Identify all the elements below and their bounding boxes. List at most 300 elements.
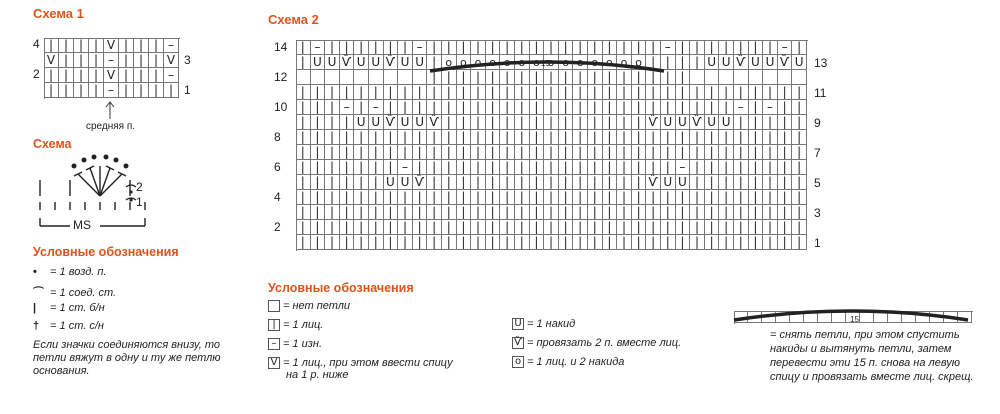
grid-cell: | (486, 205, 501, 220)
grid-cell: | (763, 40, 778, 55)
grid-cell: Ѷ (646, 115, 661, 130)
grid-cell: – (104, 83, 119, 98)
grid-cell: | (792, 205, 807, 220)
grid-cell: | (515, 70, 530, 85)
grid-cell: | (661, 145, 676, 160)
grid-cell: | (705, 85, 720, 100)
grid-cell: | (530, 85, 545, 100)
grid-cell: U (705, 55, 720, 70)
grid-cell: | (646, 190, 661, 205)
grid-cell: | (559, 190, 574, 205)
grid-cell: | (457, 205, 472, 220)
grid-cell: | (617, 100, 632, 115)
grid-cell: | (340, 175, 355, 190)
grid-cell: | (427, 70, 442, 85)
grid-cell: U (354, 115, 369, 130)
grid-cell: | (530, 100, 545, 115)
grid-cell: | (59, 83, 74, 98)
grid-cell: V (104, 68, 119, 83)
grid-cell: – (734, 100, 749, 115)
grid-cell: | (325, 160, 340, 175)
grid-cell: | (369, 85, 384, 100)
grid-cell: | (369, 40, 384, 55)
grid-cell: | (89, 83, 104, 98)
grid-cell: Ѷ (340, 55, 355, 70)
grid-cell: | (544, 40, 559, 55)
scheme-crochet-title: Схема (33, 137, 72, 151)
grid-cell: | (442, 160, 457, 175)
grid-cell: | (646, 100, 661, 115)
grid-cell: | (530, 115, 545, 130)
grid-cell: | (646, 70, 661, 85)
grid-cell: | (340, 205, 355, 220)
grid-cell: | (471, 235, 486, 250)
grid-cell: | (398, 130, 413, 145)
grid-cell: | (325, 130, 340, 145)
grid-cell: | (413, 190, 428, 205)
grid-cell: | (515, 40, 530, 55)
grid-cell: | (44, 83, 59, 98)
grid-cell: | (44, 38, 59, 53)
grid-cell: | (59, 38, 74, 53)
grid-cell: | (573, 115, 588, 130)
grid-cell: | (690, 55, 705, 70)
grid-cell: | (486, 100, 501, 115)
grid-cell: | (690, 100, 705, 115)
grid-cell: | (749, 145, 764, 160)
grid-cell: | (369, 190, 384, 205)
grid-cell: | (530, 40, 545, 55)
grid-cell: Ѷ (734, 55, 749, 70)
scheme2-row-label: 13 (814, 56, 828, 70)
grid-cell: | (530, 175, 545, 190)
grid-cell: | (603, 130, 618, 145)
grid-cell: | (325, 40, 340, 55)
grid-cell: | (384, 130, 399, 145)
grid-cell: | (427, 235, 442, 250)
grid-cell: | (311, 175, 326, 190)
grid-cell: | (427, 40, 442, 55)
grid-cell: | (515, 115, 530, 130)
grid-cell: U (369, 55, 384, 70)
grid-cell: – (778, 40, 793, 55)
grid-cell: | (559, 160, 574, 175)
grid-cell: | (119, 68, 134, 83)
grid-cell: | (661, 235, 676, 250)
grid-cell: | (544, 145, 559, 160)
grid-cell: | (573, 220, 588, 235)
scheme2-row-label: 3 (814, 206, 821, 220)
grid-cell: | (544, 130, 559, 145)
grid-cell: U (384, 175, 399, 190)
grid-cell: | (559, 130, 574, 145)
grid-cell: | (705, 220, 720, 235)
grid-cell: | (705, 100, 720, 115)
grid-cell: | (442, 40, 457, 55)
grid-cell: | (676, 100, 691, 115)
grid-cell: | (530, 160, 545, 175)
legend2-text: = 1 лиц. (283, 319, 324, 331)
grid-cell: U (763, 55, 778, 70)
grid-cell: | (559, 205, 574, 220)
grid-cell: | (661, 190, 676, 205)
grid-cell: | (457, 190, 472, 205)
legend2-title: Условные обозначения (268, 281, 414, 295)
grid-cell: | (603, 220, 618, 235)
grid-cell: | (325, 85, 340, 100)
grid-cell: | (500, 130, 515, 145)
legend2-item (512, 318, 575, 330)
legend2-item (268, 300, 350, 312)
grid-cell: | (500, 205, 515, 220)
grid-cell: | (296, 55, 311, 70)
grid-cell: – (413, 40, 428, 55)
grid-cell: | (134, 68, 149, 83)
grid-cell: | (369, 205, 384, 220)
grid-cell: | (734, 85, 749, 100)
grid-cell: | (515, 235, 530, 250)
grid-cell: | (544, 220, 559, 235)
grid-cell: | (500, 175, 515, 190)
grid-cell: | (603, 40, 618, 55)
grid-cell: o (603, 55, 618, 70)
grid-cell: | (778, 190, 793, 205)
grid-cell: | (296, 175, 311, 190)
grid-cell: | (559, 70, 574, 85)
grid-cell: | (500, 70, 515, 85)
grid-cell: | (89, 68, 104, 83)
grid-cell: | (413, 100, 428, 115)
grid-cell: | (690, 145, 705, 160)
grid-cell: | (778, 160, 793, 175)
grid-cell: | (486, 70, 501, 85)
grid-cell: | (661, 70, 676, 85)
grid-cell: – (398, 160, 413, 175)
grid-cell: o (442, 55, 457, 70)
grid-cell: | (573, 130, 588, 145)
grid-cell: | (734, 190, 749, 205)
grid-cell: | (763, 130, 778, 145)
grid-cell: – (661, 40, 676, 55)
grid-cell: | (427, 220, 442, 235)
grid-cell: | (734, 220, 749, 235)
legend2-symbol: | (268, 319, 280, 331)
legend1-item (33, 266, 107, 278)
grid-cell: | (296, 190, 311, 205)
grid-cell: | (792, 235, 807, 250)
grid-cell: | (661, 85, 676, 100)
grid-cell: | (544, 115, 559, 130)
scheme2-row-label: 6 (274, 160, 281, 174)
grid-cell: | (398, 190, 413, 205)
grid-cell: | (325, 175, 340, 190)
arc-legend-text (770, 328, 974, 384)
grid-cell: | (369, 160, 384, 175)
grid-cell: | (354, 175, 369, 190)
scheme2-row-label: 9 (814, 116, 821, 130)
grid-cell: | (515, 145, 530, 160)
grid-cell: | (603, 190, 618, 205)
grid-cell: | (471, 100, 486, 115)
grid-cell: | (296, 115, 311, 130)
grid-cell: | (442, 100, 457, 115)
grid-cell: | (661, 205, 676, 220)
grid-cell: | (778, 130, 793, 145)
legend1-text: = 1 возд. п. (47, 266, 107, 278)
grid-cell: U (676, 175, 691, 190)
grid-cell: – (164, 68, 179, 83)
grid-cell: | (763, 205, 778, 220)
grid-cell: | (544, 190, 559, 205)
grid-cell: | (617, 115, 632, 130)
grid-cell: | (559, 40, 574, 55)
grid-cell: | (442, 235, 457, 250)
grid-cell: | (588, 40, 603, 55)
grid-cell: U (719, 55, 734, 70)
scheme1-middle-note: средняя п. (86, 121, 136, 132)
grid-cell: | (749, 235, 764, 250)
grid-cell: – (369, 100, 384, 115)
grid-cell: | (646, 220, 661, 235)
grid-cell: | (134, 83, 149, 98)
grid-cell: | (632, 235, 647, 250)
grid-cell: | (413, 205, 428, 220)
arc-legend-line: перевести эти 15 п. снова на левую (770, 357, 960, 369)
grid-frame (44, 38, 180, 99)
grid-cell: | (340, 160, 355, 175)
grid-cell: | (646, 160, 661, 175)
legend1-item (33, 320, 104, 332)
grid-cell: | (632, 40, 647, 55)
grid-cell: | (164, 83, 179, 98)
grid-cell: | (749, 220, 764, 235)
grid-cell: | (471, 205, 486, 220)
scheme2-row-label: 7 (814, 146, 821, 160)
legend2-item (268, 338, 322, 350)
grid-cell: o (530, 55, 545, 70)
grid-cell: | (646, 55, 661, 70)
grid-cell: | (311, 115, 326, 130)
scheme1-title: Схема 1 (33, 6, 84, 21)
grid-cell: | (354, 205, 369, 220)
grid-cell: | (573, 205, 588, 220)
grid-cell: U (661, 175, 676, 190)
grid-cell: Ѷ (690, 115, 705, 130)
grid-cell: | (632, 175, 647, 190)
grid-cell: | (719, 160, 734, 175)
grid-cell: | (749, 160, 764, 175)
scheme1-row-label: 2 (33, 67, 40, 81)
grid-cell: o (632, 55, 647, 70)
grid-cell: | (325, 190, 340, 205)
arc-legend-line: спицу и провязать вместе лиц. скрещ. (770, 371, 974, 383)
grid-cell: | (603, 115, 618, 130)
grid-cell: U (398, 115, 413, 130)
legend2-symbol: V (268, 357, 280, 369)
grid-cell: | (734, 115, 749, 130)
grid-cell: | (632, 70, 647, 85)
grid-cell: | (734, 130, 749, 145)
grid-cell: | (719, 145, 734, 160)
grid-cell: | (74, 38, 89, 53)
grid-cell: | (559, 220, 574, 235)
grid-cell: | (384, 100, 399, 115)
grid-cell: U (792, 55, 807, 70)
grid-cell: Ѷ (413, 175, 428, 190)
grid-cell: | (749, 175, 764, 190)
grid-cell: | (398, 205, 413, 220)
grid-cell: | (559, 115, 574, 130)
grid-cell: | (398, 100, 413, 115)
grid-cell: | (705, 40, 720, 55)
grid-cell: | (792, 115, 807, 130)
grid-cell: | (311, 85, 326, 100)
grid-cell: | (296, 235, 311, 250)
crochet-row-label: 2 (136, 180, 143, 194)
grid-cell: | (59, 68, 74, 83)
grid-cell: | (500, 145, 515, 160)
grid-cell: | (296, 205, 311, 220)
legend1-note-line: основания. (33, 365, 90, 377)
scheme1-row-label: 4 (33, 37, 40, 51)
grid-cell: U (705, 115, 720, 130)
grid-cell: | (573, 190, 588, 205)
grid-cell: | (296, 220, 311, 235)
grid-cell: | (749, 85, 764, 100)
grid-cell: | (311, 205, 326, 220)
grid-cell: | (530, 145, 545, 160)
grid-cell: Ѷ (384, 55, 399, 70)
grid-cell: | (149, 53, 164, 68)
grid-cell: | (573, 85, 588, 100)
grid-cell: | (588, 145, 603, 160)
grid-cell: | (427, 190, 442, 205)
grid-cell: | (311, 100, 326, 115)
grid-cell: | (705, 175, 720, 190)
grid-cell: | (442, 85, 457, 100)
grid-cell: | (676, 40, 691, 55)
legend1-title: Условные обозначения (33, 245, 179, 259)
grid-cell: | (646, 85, 661, 100)
grid-cell: | (500, 100, 515, 115)
grid-cell: Ѷ (778, 55, 793, 70)
legend2-item (268, 319, 323, 331)
grid-cell: | (427, 160, 442, 175)
grid-cell: Ѷ (384, 115, 399, 130)
grid-cell: | (719, 220, 734, 235)
grid-cell: | (340, 220, 355, 235)
grid-cell: | (384, 190, 399, 205)
grid-cell: o (544, 55, 559, 70)
grid-cell: | (646, 205, 661, 220)
grid-cell: | (530, 205, 545, 220)
grid-cell: | (617, 160, 632, 175)
grid-cell: | (59, 53, 74, 68)
grid-cell: | (486, 190, 501, 205)
legend1-note-line: Если значки соединяются внизу, то (33, 339, 220, 351)
grid-cell: | (149, 38, 164, 53)
grid-cell: U (719, 115, 734, 130)
grid-cell: | (471, 145, 486, 160)
grid-cell: | (119, 53, 134, 68)
grid-cell: | (573, 40, 588, 55)
legend2-text: = 1 накид (527, 318, 576, 330)
grid-cell: | (603, 175, 618, 190)
grid-cell: | (427, 55, 442, 70)
grid-cell: | (500, 115, 515, 130)
grid-cell: | (369, 235, 384, 250)
grid-cell: | (588, 70, 603, 85)
grid-cell: | (413, 160, 428, 175)
grid-cell: | (588, 130, 603, 145)
grid-cell: | (544, 235, 559, 250)
grid-cell: | (427, 205, 442, 220)
grid-cell: | (457, 115, 472, 130)
grid-cell: U (398, 55, 413, 70)
grid-cell: | (792, 190, 807, 205)
grid-cell: | (134, 38, 149, 53)
grid-cell: | (588, 220, 603, 235)
grid-cell: – (311, 40, 326, 55)
grid-cell: | (778, 100, 793, 115)
grid-cell: | (792, 175, 807, 190)
grid-cell: | (661, 160, 676, 175)
legend2-symbol: Ѷ (512, 337, 524, 349)
grid-cell: | (354, 85, 369, 100)
scheme2-row-label: 4 (274, 190, 281, 204)
grid-cell: | (690, 205, 705, 220)
grid-cell: – (676, 160, 691, 175)
grid-cell: | (559, 145, 574, 160)
grid-cell: | (530, 70, 545, 85)
grid-cell: | (646, 235, 661, 250)
grid-cell: | (369, 220, 384, 235)
grid-cell: | (427, 85, 442, 100)
grid-cell: | (690, 40, 705, 55)
grid-cell: | (705, 145, 720, 160)
legend1-note (33, 339, 221, 378)
grid-cell: | (457, 175, 472, 190)
grid-cell: | (763, 190, 778, 205)
grid-cell: | (149, 68, 164, 83)
grid-cell: | (778, 175, 793, 190)
grid-cell: | (544, 85, 559, 100)
grid-cell: | (719, 190, 734, 205)
grid-cell: | (369, 130, 384, 145)
grid-cell: | (705, 190, 720, 205)
grid-cell: | (442, 130, 457, 145)
grid-cell: | (296, 85, 311, 100)
legend2-text: = 1 лиц. и 2 накида (527, 356, 625, 368)
grid-cell: | (296, 100, 311, 115)
grid-cell: | (354, 40, 369, 55)
grid-cell: | (588, 190, 603, 205)
grid-cell: | (617, 130, 632, 145)
grid-cell: | (384, 220, 399, 235)
grid-cell: | (442, 205, 457, 220)
legend2-text: = 1 лиц., при этом ввести спицу (283, 357, 453, 369)
grid-cell: | (325, 205, 340, 220)
grid-cell: | (588, 160, 603, 175)
grid-cell: | (573, 145, 588, 160)
grid-cell: | (530, 220, 545, 235)
grid-cell: | (311, 160, 326, 175)
grid-cell: | (573, 160, 588, 175)
scheme2-row-label: 1 (814, 236, 821, 250)
grid-cell: | (573, 175, 588, 190)
grid-cell: | (792, 85, 807, 100)
grid-cell: | (119, 38, 134, 53)
